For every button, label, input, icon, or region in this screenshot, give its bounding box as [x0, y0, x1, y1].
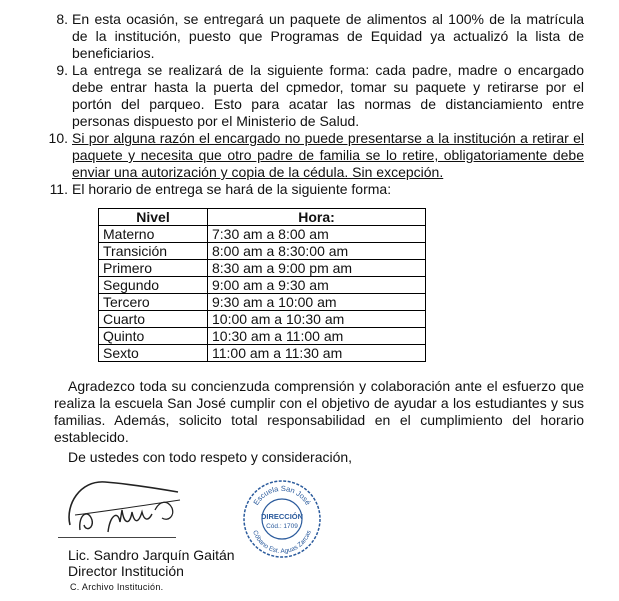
seal-bottom-text: Cóbano Est. Aguas Zarcas	[251, 529, 313, 556]
level-cell: Primero	[99, 260, 208, 277]
table-row	[99, 226, 426, 243]
seal-center-line2: Cód.: 1709	[266, 523, 298, 530]
schedule-table	[98, 208, 426, 362]
closing-text: Agradezco toda su concienzuda comprensión y colaboración ante el esfuerzo que realiza la escuela San José cumplir con el objetivo de ayudar a los estudiantes y sus familias. Además, solicito total responsabilidad en el cumplimiento del horario establecido.	[54, 378, 584, 445]
level-cell: Tercero	[99, 294, 208, 311]
table-header-row	[99, 209, 426, 226]
item-text: En esta ocasión, se entregará un paquete de alimentos al 100% de la matrícula de la institución, puesto que Programas de Equidad ya actualizó la lista de beneficiarios.	[72, 11, 584, 61]
seal-center-line1: DIRECCIÓN	[260, 512, 304, 521]
time-cell: 9:00 am a 9:30 am	[208, 277, 426, 294]
table-row	[99, 345, 426, 362]
table-row	[99, 243, 426, 260]
column-header-nivel: Nivel	[99, 209, 208, 226]
level-cell: Quinto	[99, 328, 208, 345]
level-cell: Segundo	[99, 277, 208, 294]
item-number: 9.	[56, 62, 68, 78]
time-cell: 11:00 am a 11:30 am	[208, 345, 426, 362]
copy-note: C. Archivo Institución.	[70, 582, 164, 592]
item-text: El horario de entrega se hará de la siguiente forma:	[72, 181, 392, 197]
time-cell: 7:30 am a 8:00 am	[208, 226, 426, 243]
time-cell: 10:00 am a 10:30 am	[208, 311, 426, 328]
time-cell: 9:30 am a 10:00 am	[208, 294, 426, 311]
item-number: 10.	[48, 130, 68, 146]
signer-name: Lic. Sandro Jarquín Gaitán	[68, 547, 235, 563]
item-text-underlined: Si por alguna razón el encargado no puede presentarse a la institución a retirar el paquete y necesita que otro padre de familia se lo retire, obligatoriamente debe enviar una autorización y copia de la cédula. Sin excepción.	[72, 130, 584, 180]
time-cell: 8:30 am a 9:00 pm am	[208, 260, 426, 277]
item-number: 11.	[49, 181, 68, 197]
table-row	[99, 328, 426, 345]
regards-line: De ustedes con todo respeto y consideración,	[68, 449, 353, 465]
seal-top-text: Escuela San José	[251, 483, 313, 507]
column-header-hora: Hora:	[208, 209, 426, 226]
list-item-8	[56, 11, 584, 62]
table-row	[99, 260, 426, 277]
handwritten-signature	[60, 470, 190, 540]
table-row	[99, 311, 426, 328]
signer-title: Director Institución	[68, 563, 184, 579]
time-cell: 8:00 am a 8:30:00 am	[208, 243, 426, 260]
list-item-9	[56, 62, 584, 130]
list-item-11	[49, 181, 584, 198]
item-number: 8.	[56, 11, 68, 27]
time-cell: 10:30 am a 11:00 am	[208, 328, 426, 345]
table-row	[99, 294, 426, 311]
seal-stamp	[240, 477, 324, 561]
item-text: La entrega se realizará de la siguiente forma: cada padre, madre o encargado debe entrar hasta la puerta del cpmedor, tomar su paquete y retirarse por el portón del parqueo. Esto para acatar las normas de distanciamiento entre personas dispuesto por el Ministerio de Salud.	[72, 62, 584, 129]
level-cell: Materno	[99, 226, 208, 243]
level-cell: Transición	[99, 243, 208, 260]
level-cell: Cuarto	[99, 311, 208, 328]
table-row	[99, 277, 426, 294]
level-cell: Sexto	[99, 345, 208, 362]
closing-paragraph	[54, 378, 584, 446]
signature-line	[58, 537, 176, 538]
list-item-10	[48, 130, 584, 181]
